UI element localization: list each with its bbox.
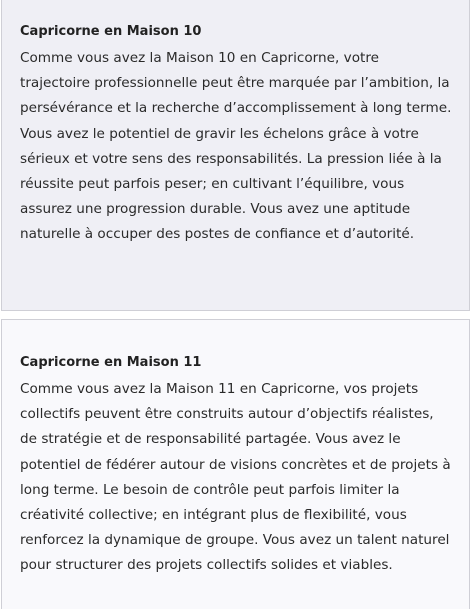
house-11-title: Capricorne en Maison 11 [20, 355, 202, 370]
house-10-card [1, 0, 470, 311]
house-10-title: Capricorne en Maison 10 [20, 24, 202, 39]
house-11-description: Comme vous avez la Maison 11 en Capricorne, vos projets collectifs peuvent être construits autour d’objectifs réalistes, de stratégie et de responsabilité partagée. Vous avez le potentiel de fédérer autour de visions concrètes et de projets à long terme. Le besoin de contrôle peut parfois limiter la créativité collective; en intégrant plus de flexibilité, vous renforcez la dynamique de groupe. Vous avez un talent naturel pour structurer des projets collectifs solides et viables. [20, 381, 451, 574]
house-11-card [1, 319, 470, 609]
house-10-description: Comme vous avez la Maison 10 en Capricorne, votre trajectoire professionnelle peut être marquée par l’ambition, la persévérance et la recherche d’accomplissement à long terme. Vous avez le potentiel de gravir les échelons grâce à votre sérieux et votre sens des responsabilités. La pression liée à la réussite peut parfois peser; en cultivant l’équilibre, vous assurez une progression durable. Vous avez une aptitude naturelle à occuper des postes de confiance et d’autorité. [20, 50, 452, 243]
